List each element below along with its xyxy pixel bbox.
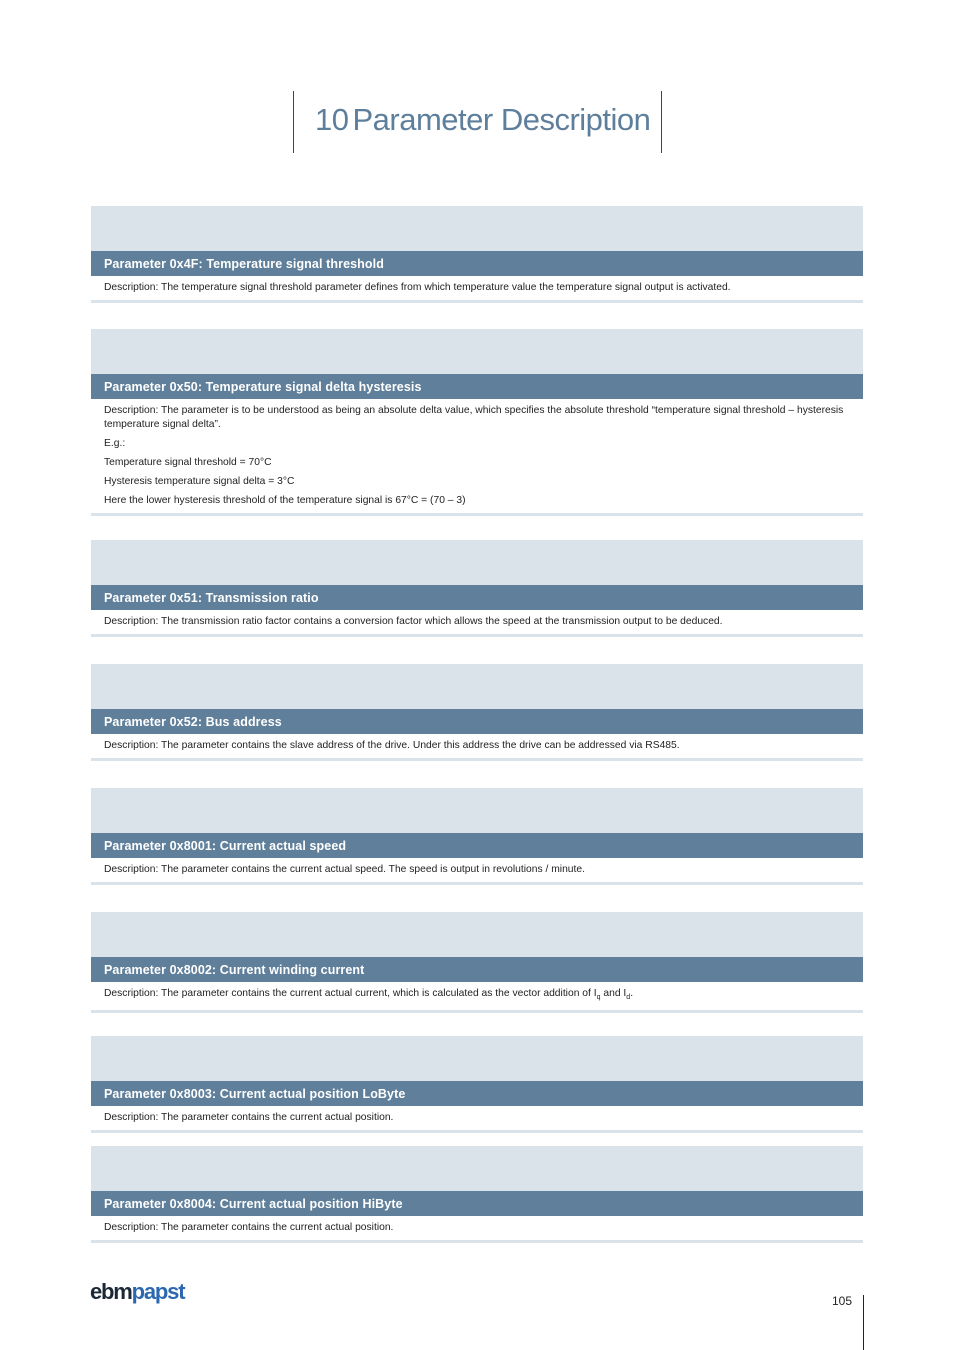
chapter-heading <box>293 91 662 153</box>
parameter-band <box>91 329 863 374</box>
parameter-description <box>91 610 863 637</box>
description-line: Description: The parameter contains the current actual speed. The speed is output in revolutions / minute. <box>104 864 585 875</box>
logo-papst: papst <box>131 1279 185 1304</box>
logo-ebm: ebm <box>90 1279 132 1304</box>
description-text: Description: The parameter contains the current actual current, which is calculated as the vector addition of I <box>104 988 597 999</box>
description-line: Temperature signal threshold = 70°C <box>104 457 272 468</box>
parameter-block-0x8002 <box>91 912 863 1013</box>
description-line: Here the lower hysteresis threshold of the temperature signal is 67°C = (70 – 3) <box>104 495 466 506</box>
description-line <box>104 987 850 1005</box>
description-line: Description: The parameter contains the current actual position. <box>104 1222 394 1233</box>
description-line: Description: The parameter is to be understood as being an absolute delta value, which specifies the absolute threshold “temperature signal threshold – hysteresis temperature signal delta”. <box>104 405 844 430</box>
parameter-description <box>91 276 863 303</box>
parameter-band <box>91 664 863 709</box>
description-line: Description: The transmission ratio factor contains a conversion factor which allows the speed at the transmission output to be deduced. <box>104 616 723 627</box>
description-line: Description: The parameter contains the slave address of the drive. Under this address the drive can be addressed via RS485. <box>104 740 680 751</box>
chapter-title <box>315 102 650 138</box>
parameter-header: Parameter 0x8002: Current winding current <box>91 957 863 982</box>
parameter-description <box>91 1106 863 1133</box>
description-line: Description: The temperature signal threshold parameter defines from which temperature value the temperature signal output is activated. <box>104 282 731 293</box>
description-text: . <box>630 988 634 999</box>
description-text: and I <box>600 988 627 999</box>
parameter-header: Parameter 0x51: Transmission ratio <box>91 585 863 610</box>
parameter-header: Parameter 0x52: Bus address <box>91 709 863 734</box>
parameter-block-0x8003 <box>91 1036 863 1133</box>
parameter-block-0x8004 <box>91 1146 863 1243</box>
subscript-q: q <box>596 994 601 1001</box>
heading-divider-left <box>293 91 294 153</box>
parameter-header: Parameter 0x8003: Current actual position LoByte <box>91 1081 863 1106</box>
parameter-band <box>91 1146 863 1191</box>
parameter-header: Parameter 0x50: Temperature signal delta hysteresis <box>91 374 863 399</box>
parameter-description <box>91 1216 863 1243</box>
parameter-block-0x52 <box>91 664 863 761</box>
page-number: 105 <box>832 1294 853 1308</box>
parameter-band <box>91 912 863 957</box>
description-line: Hysteresis temperature signal delta = 3°C <box>104 476 295 487</box>
ebmpapst-logo <box>90 1279 184 1305</box>
parameter-block-0x51 <box>91 540 863 637</box>
parameter-description <box>91 858 863 885</box>
parameter-description <box>91 399 863 516</box>
parameter-header: Parameter 0x8001: Current actual speed <box>91 833 863 858</box>
subscript-d: d <box>626 994 631 1001</box>
parameter-band <box>91 206 863 251</box>
parameter-band <box>91 1036 863 1081</box>
parameter-block-0x8001 <box>91 788 863 885</box>
parameter-block-0x4f <box>91 206 863 303</box>
page-number-rule <box>863 1295 864 1350</box>
parameter-band <box>91 788 863 833</box>
parameter-description <box>91 982 863 1013</box>
description-line: Description: The parameter contains the current actual position. <box>104 1112 394 1123</box>
parameter-block-0x50 <box>91 329 863 516</box>
description-line: E.g.: <box>104 438 126 449</box>
chapter-title-text: Parameter Description <box>352 102 651 137</box>
parameter-header: Parameter 0x4F: Temperature signal threshold <box>91 251 863 276</box>
parameter-band <box>91 540 863 585</box>
parameter-header: Parameter 0x8004: Current actual position HiByte <box>91 1191 863 1216</box>
chapter-number: 10 <box>315 102 349 137</box>
parameter-description <box>91 734 863 761</box>
heading-divider-right <box>661 91 662 153</box>
